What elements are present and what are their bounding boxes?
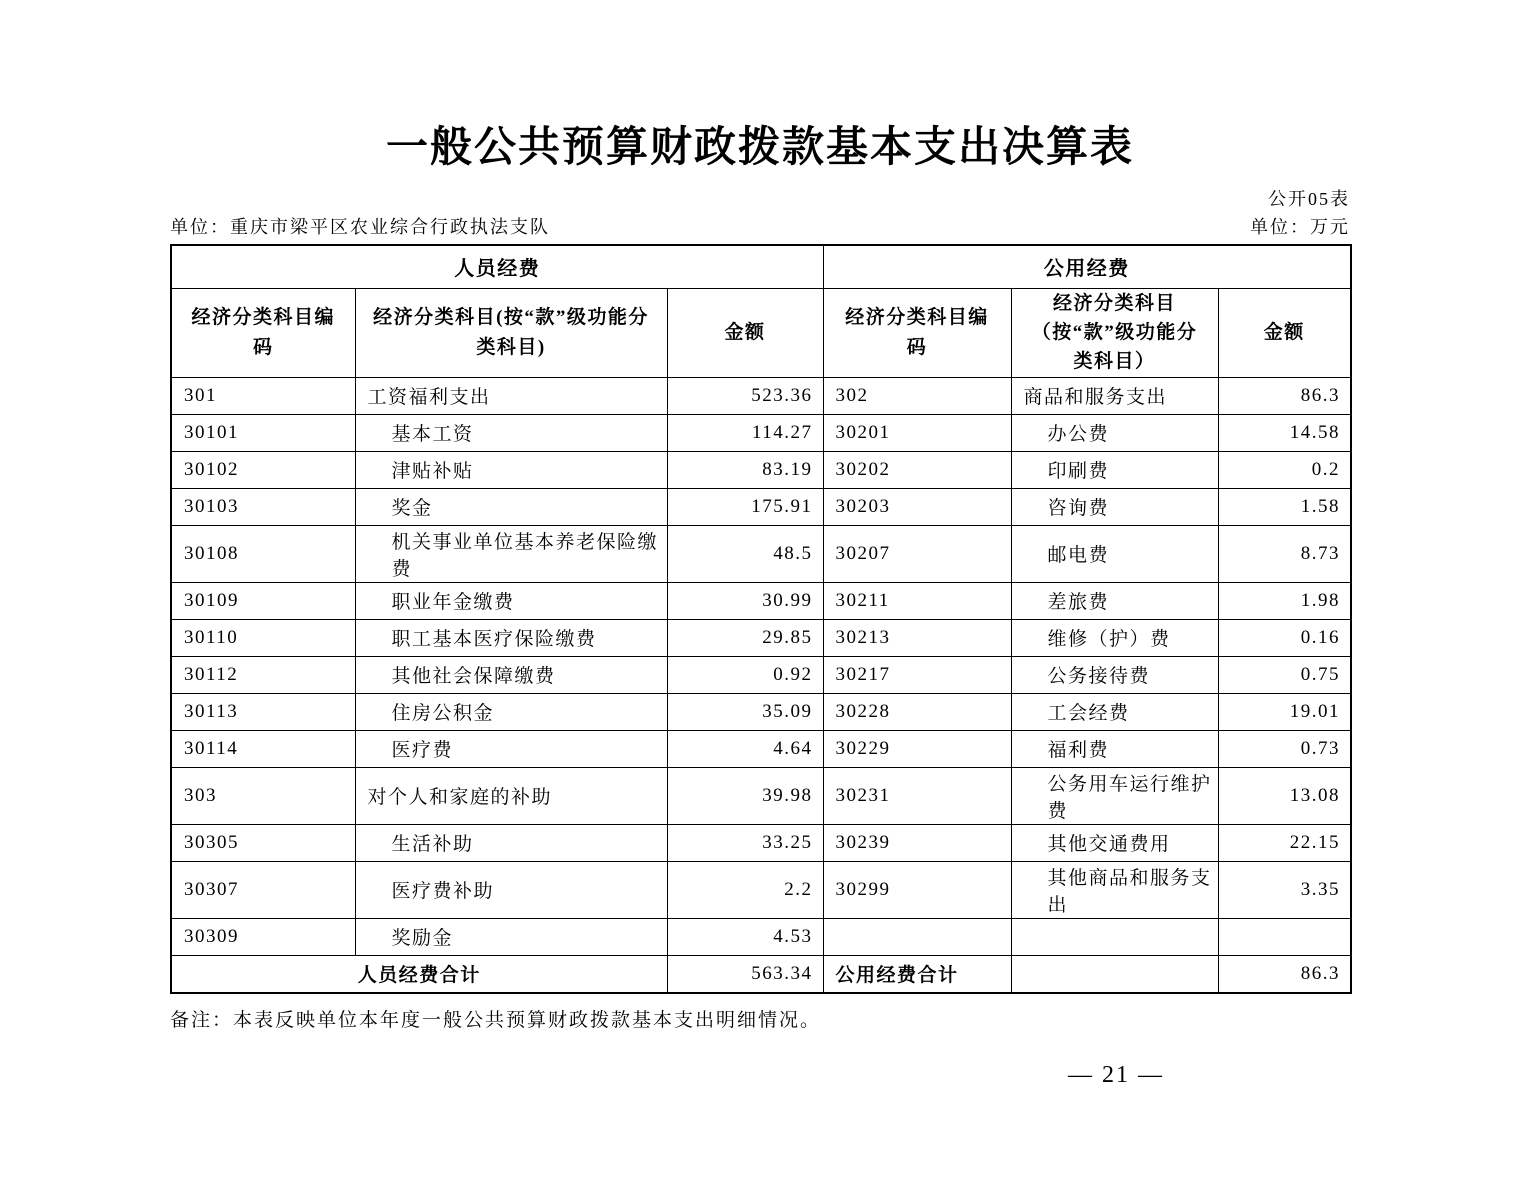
table-row	[171, 414, 1351, 451]
right-code-cell: 30203	[823, 488, 1011, 525]
table-row	[171, 582, 1351, 619]
right-subject-cell: 办公费	[1011, 414, 1218, 451]
left-code-cell: 303	[171, 767, 355, 824]
right-subject-cell: 公务接待费	[1011, 656, 1218, 693]
table-row	[171, 656, 1351, 693]
right-amount-cell: 3.35	[1218, 861, 1351, 918]
left-amount-cell: 83.19	[667, 451, 823, 488]
left-code-cell: 30305	[171, 824, 355, 861]
right-subject-cell: 公务用车运行维护费	[1011, 767, 1218, 824]
footnote: 备注：本表反映单位本年度一般公共预算财政拨款基本支出明细情况。	[170, 1009, 822, 1031]
left-subject-cell: 职工基本医疗保险缴费	[355, 619, 667, 656]
table-row	[171, 730, 1351, 767]
right-code-cell: 30213	[823, 619, 1011, 656]
right-amount-cell: 0.2	[1218, 451, 1351, 488]
left-code-cell: 30108	[171, 525, 355, 582]
right-total-amount: 86.3	[1218, 955, 1351, 993]
left-amount-cell: 175.91	[667, 488, 823, 525]
right-total-label: 公用经费合计	[823, 955, 1011, 993]
left-code-cell: 30103	[171, 488, 355, 525]
page-title: 一般公共预算财政拨款基本支出决算表	[385, 125, 1134, 171]
right-total-empty-cell	[1011, 955, 1218, 993]
right-code-cell: 302	[823, 377, 1011, 414]
right-subject-cell: 工会经费	[1011, 693, 1218, 730]
table-row	[171, 693, 1351, 730]
right-amount-cell: 13.08	[1218, 767, 1351, 824]
left-amount-cell: 4.53	[667, 918, 823, 955]
right-code-cell: 30202	[823, 451, 1011, 488]
right-amount-cell: 1.58	[1218, 488, 1351, 525]
left-subject-cell: 对个人和家庭的补助	[355, 767, 667, 824]
table-code-label: 公开05表	[1268, 188, 1350, 209]
right-code-cell: 30239	[823, 824, 1011, 861]
right-subject-cell: 商品和服务支出	[1011, 377, 1218, 414]
left-code-cell: 301	[171, 377, 355, 414]
left-code-cell: 30102	[171, 451, 355, 488]
currency-unit-label: 单位：万元	[1250, 216, 1350, 237]
table-row	[171, 824, 1351, 861]
left-subject-cell: 其他社会保障缴费	[355, 656, 667, 693]
left-code-cell: 30112	[171, 656, 355, 693]
table-row	[171, 619, 1351, 656]
left-total-amount: 563.34	[667, 955, 823, 993]
left-amount-cell: 33.25	[667, 824, 823, 861]
right-code-cell: 30211	[823, 582, 1011, 619]
left-amount-cell: 0.92	[667, 656, 823, 693]
org-unit-label: 单位：重庆市梁平区农业综合行政执法支队	[170, 216, 550, 237]
left-code-cell: 30110	[171, 619, 355, 656]
table-row	[171, 861, 1351, 918]
right-amount-cell: 8.73	[1218, 525, 1351, 582]
left-subject-cell: 基本工资	[355, 414, 667, 451]
right-amount-cell: 19.01	[1218, 693, 1351, 730]
right-subject-cell: 差旅费	[1011, 582, 1218, 619]
right-subject-cell: 福利费	[1011, 730, 1218, 767]
left-subject-cell: 生活补助	[355, 824, 667, 861]
left-amount-cell: 39.98	[667, 767, 823, 824]
right-amount-cell: 22.15	[1218, 824, 1351, 861]
right-amount-cell: 0.16	[1218, 619, 1351, 656]
right-subject-cell: 其他交通费用	[1011, 824, 1218, 861]
right-code-cell: 30231	[823, 767, 1011, 824]
right-code-cell: 30228	[823, 693, 1011, 730]
left-code-cell: 30101	[171, 414, 355, 451]
left-subject-cell: 医疗费补助	[355, 861, 667, 918]
right-code-cell: 30207	[823, 525, 1011, 582]
left-amount-cell: 4.64	[667, 730, 823, 767]
left-subject-cell: 奖励金	[355, 918, 667, 955]
left-code-cell: 30113	[171, 693, 355, 730]
table-row	[171, 451, 1351, 488]
left-subject-cell: 住房公积金	[355, 693, 667, 730]
left-group-title: 人员经费	[171, 245, 823, 289]
left-subject-header: 经济分类科目(按“款”级功能分类科目)	[355, 288, 667, 377]
left-code-cell: 30114	[171, 730, 355, 767]
right-amount-cell: 14.58	[1218, 414, 1351, 451]
left-amount-cell: 30.99	[667, 582, 823, 619]
left-subject-cell: 津贴补贴	[355, 451, 667, 488]
right-amount-cell: 0.75	[1218, 656, 1351, 693]
left-amount-cell: 523.36	[667, 377, 823, 414]
left-amount-header: 金额	[667, 288, 823, 377]
page-number: — 21 —	[1068, 1061, 1164, 1088]
left-amount-cell: 114.27	[667, 414, 823, 451]
left-code-cell: 30109	[171, 582, 355, 619]
left-amount-cell: 2.2	[667, 861, 823, 918]
table-row	[171, 918, 1351, 955]
right-subject-cell	[1011, 918, 1218, 955]
left-code-header: 经济分类科目编码	[171, 288, 355, 377]
right-subject-cell: 维修（护）费	[1011, 619, 1218, 656]
table-row	[171, 525, 1351, 582]
right-subject-cell: 邮电费	[1011, 525, 1218, 582]
right-subject-cell: 其他商品和服务支出	[1011, 861, 1218, 918]
right-amount-cell: 0.73	[1218, 730, 1351, 767]
right-code-cell: 30201	[823, 414, 1011, 451]
right-amount-cell	[1218, 918, 1351, 955]
right-group-title: 公用经费	[823, 245, 1351, 289]
meta-row	[170, 213, 1350, 239]
right-code-cell: 30229	[823, 730, 1011, 767]
table-row	[171, 488, 1351, 525]
right-code-cell: 30217	[823, 656, 1011, 693]
total-row	[171, 955, 1351, 993]
right-amount-cell: 86.3	[1218, 377, 1351, 414]
table-row	[171, 767, 1351, 824]
right-subject-cell: 印刷费	[1011, 451, 1218, 488]
left-subject-cell: 职业年金缴费	[355, 582, 667, 619]
left-subject-cell: 机关事业单位基本养老保险缴费	[355, 525, 667, 582]
budget-table	[170, 244, 1352, 994]
left-amount-cell: 35.09	[667, 693, 823, 730]
document-page	[170, 122, 1350, 1089]
right-code-header: 经济分类科目编码	[823, 288, 1011, 377]
left-subject-cell: 工资福利支出	[355, 377, 667, 414]
right-subject-header: 经济分类科目（按“款”级功能分类科目）	[1011, 288, 1218, 377]
right-subject-cell: 咨询费	[1011, 488, 1218, 525]
left-subject-cell: 奖金	[355, 488, 667, 525]
column-header-row	[171, 288, 1351, 377]
table-row	[171, 377, 1351, 414]
right-code-cell: 30299	[823, 861, 1011, 918]
right-amount-header: 金额	[1218, 288, 1351, 377]
left-amount-cell: 48.5	[667, 525, 823, 582]
right-code-cell	[823, 918, 1011, 955]
left-code-cell: 30307	[171, 861, 355, 918]
left-subject-cell: 医疗费	[355, 730, 667, 767]
left-amount-cell: 29.85	[667, 619, 823, 656]
left-code-cell: 30309	[171, 918, 355, 955]
group-header-row	[171, 245, 1351, 289]
right-amount-cell: 1.98	[1218, 582, 1351, 619]
left-total-label: 人员经费合计	[171, 955, 667, 993]
